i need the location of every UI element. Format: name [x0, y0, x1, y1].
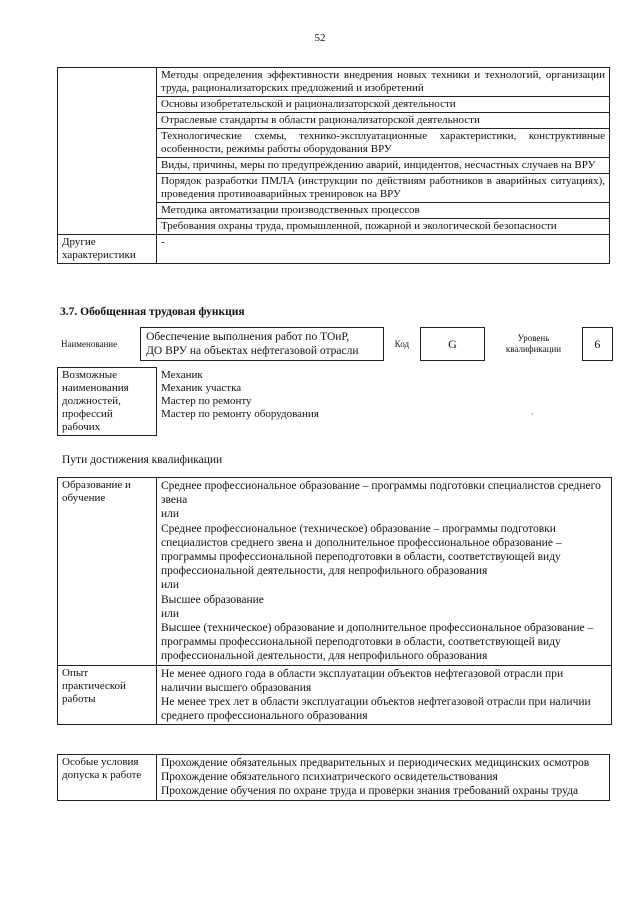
knowledge-row: Отраслевые стандарты в области рационализаторской деятельности: [157, 113, 610, 129]
condition-line: Прохождение обязательных предварительных и периодических медицинских осмотров: [161, 757, 590, 769]
position-item: Мастер по ремонту: [161, 394, 252, 407]
knowledge-row: Основы изобретательской и рационализаторской деятельности: [157, 97, 610, 113]
education-line: Высшее (техническое) образование и дополнительное профессиональное образование – программы профессиональной переподготовки в области, соответствующей виду профессиональной деятельности, для непрофильного образования: [161, 622, 594, 663]
page-number: 52: [314, 32, 326, 44]
name-value-line: ДО ВРУ на объектах нефтегазовой отрасли: [146, 345, 359, 357]
knowledge-row: Порядок разработки ПМЛА (инструкции по действиям работников в аварийных ситуациях), проведения противоаварийных тренировок на ВРУ: [157, 174, 610, 203]
education-line: Среднее профессиональное образование – программы подготовки специалистов среднего звена: [161, 480, 601, 507]
education-line: или: [161, 579, 180, 592]
condition-line: Прохождение обучения по охране труда и проверки знания требований охраны труда: [161, 785, 579, 798]
knowledge-row: Технологические схемы, технико-эксплуатационные характеристики, конструктивные особенности, режимы работы оборудования ВРУ: [157, 129, 610, 158]
education-line: или: [161, 508, 180, 521]
level-label-line: Уровень: [517, 333, 550, 343]
conditions-label: Особые условия допуска к работе: [58, 755, 157, 801]
positions-label: Возможные наименования должностей, профессий рабочих: [58, 368, 157, 436]
function-header-table: [57, 327, 613, 361]
admission-conditions-table: [57, 754, 610, 801]
level-label-line: квалификации: [505, 344, 562, 354]
stray-mark: ·: [531, 410, 534, 419]
level-label: [485, 328, 582, 361]
other-characteristics-label: Другие характеристики: [58, 235, 157, 264]
education-line: Высшее образование: [161, 593, 264, 606]
experience-line: Не менее трех лет в области эксплуатации объектов нефтегазовой отрасли при наличии среднего профессионального образования: [161, 696, 591, 723]
condition-line: Прохождение обязательного психиатрического освидетельствования: [161, 771, 498, 784]
experience-label: Опыт практической работы: [58, 665, 157, 725]
education-line: Среднее профессиональное (техническое) образование – программы подготовки специалистов среднего звена и дополнительное профессиональное образование – программы профессиональной переподготовки в области, соответствующей виду профессиональной деятельности, для непрофильного образования: [161, 522, 562, 578]
paths-caption: Пути достижения квалификации: [62, 454, 223, 466]
code-value: G: [420, 328, 485, 361]
knowledge-label-cell: [58, 68, 157, 235]
position-item: Механик: [161, 368, 203, 381]
positions-list: [157, 368, 611, 436]
other-characteristics-value: -: [157, 235, 610, 264]
experience-content: [157, 665, 612, 725]
education-content: [157, 478, 612, 666]
conditions-content: [157, 755, 610, 801]
knowledge-table: [57, 67, 610, 264]
education-label: Образование и обучение: [58, 478, 157, 666]
knowledge-row: Виды, причины, меры по предупреждению аварий, инцидентов, несчастных случаев на ВРУ: [157, 158, 610, 174]
experience-line: Не менее одного года в области эксплуатации объектов нефтегазовой отрасли при наличии высшего образования: [161, 667, 564, 694]
position-item: Мастер по ремонту оборудования: [161, 407, 319, 420]
section-heading: 3.7. Обобщенная трудовая функция: [60, 306, 245, 318]
code-label: Код: [394, 338, 410, 349]
name-value-line: Обеспечение выполнения работ по ТОиР,: [146, 331, 350, 343]
knowledge-row: Требования охраны труда, промышленной, пожарной и экологической безопасности: [157, 219, 610, 235]
qualification-paths-table: [57, 477, 612, 725]
knowledge-row: Методика автоматизации производственных процессов: [157, 203, 610, 219]
position-item: Механик участка: [161, 381, 242, 394]
education-line: или: [161, 607, 180, 620]
positions-table: [57, 367, 610, 436]
name-value: [141, 328, 384, 361]
level-value: 6: [582, 328, 612, 361]
knowledge-row: Методы определения эффективности внедрения новых техники и технологий, организации труда, рационализаторских предложений и изобретений: [157, 68, 610, 97]
name-label: Наименование: [61, 338, 118, 349]
